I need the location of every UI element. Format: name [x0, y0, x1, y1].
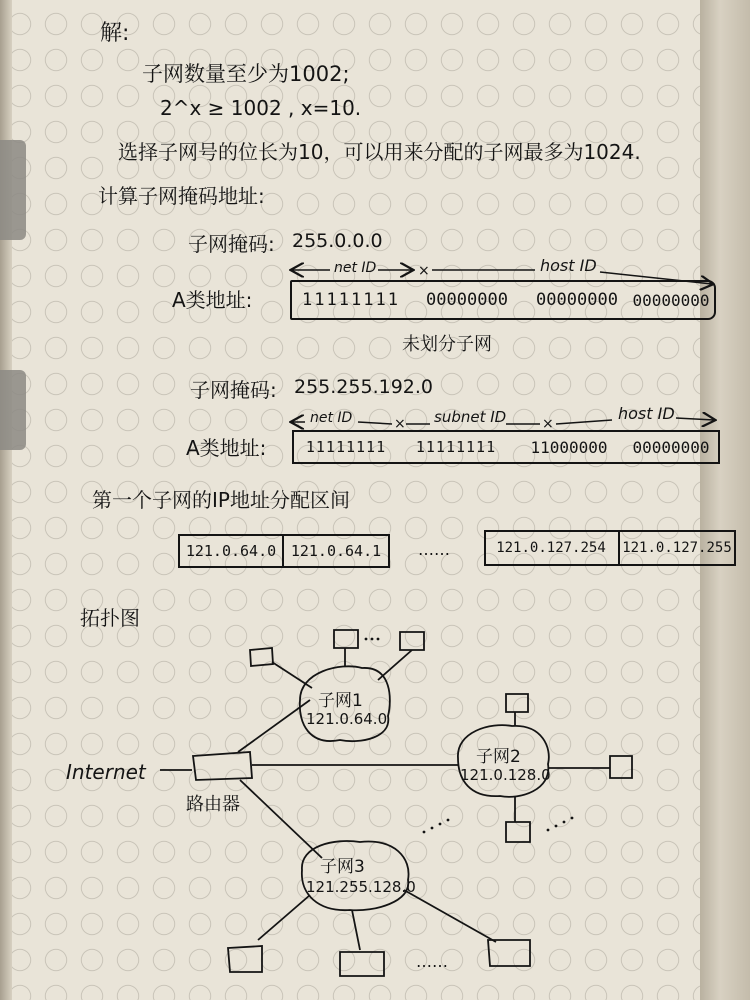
s2-host1: [506, 694, 528, 712]
subnet-host-separator: ×: [542, 416, 554, 432]
subnet1-addr: 121.0.64.0: [306, 710, 388, 728]
net-subnet-separator: ×: [394, 416, 406, 432]
first-subnet-heading: 第一个子网的IP地址分配区间: [92, 488, 350, 512]
subnet-mask-value: 255.255.192.0: [294, 376, 434, 398]
octet-3: 00000000: [536, 290, 618, 310]
no-subnet-caption: 未划分子网: [402, 334, 492, 355]
topology-heading: 拓扑图: [80, 606, 140, 630]
subnet3-addr: 121.255.128.0: [306, 878, 416, 896]
host-id-label-2: host ID: [618, 404, 675, 423]
s3-host3: [488, 940, 530, 966]
s2-host2: [610, 756, 632, 778]
range-broadcast: 121.0.127.255: [622, 540, 732, 556]
octet-2b: 11111111: [415, 438, 497, 456]
router-label: 路由器: [186, 794, 240, 815]
octet-2: 00000000: [426, 290, 508, 310]
s3-host3-link: [404, 890, 496, 942]
net-id-label-2: net ID: [310, 410, 353, 426]
net-id-label: net ID: [334, 260, 377, 276]
range-ellipsis: ……: [418, 540, 450, 559]
octet-4b: 00000000: [632, 437, 710, 457]
s3-host1: [228, 946, 262, 972]
subnet2-name: 子网2: [476, 747, 521, 767]
inequality-line: 2^x ≥ 1002 , x=10.: [160, 96, 362, 120]
octet-3b: 11000000: [530, 437, 608, 457]
octet-1b: 11111111: [305, 438, 387, 456]
subnet-mask-label: 子网掩码:: [190, 378, 277, 402]
octet-4: 00000000: [632, 290, 710, 310]
default-mask-label: 子网掩码:: [188, 232, 275, 256]
range-last-host: 121.0.127.254: [496, 540, 606, 556]
s3-host2-link: [352, 910, 360, 950]
s3-host1-link: [258, 895, 310, 940]
s3-host2: [340, 952, 384, 976]
s1-host2: [334, 630, 358, 648]
subnet2-addr: 121.0.128.0: [460, 766, 551, 784]
solution-label: 解:: [100, 21, 130, 46]
octet-1: 11111111: [302, 290, 400, 310]
internet-label: Internet: [66, 760, 146, 784]
calc-mask-heading: 计算子网掩码地址:: [98, 184, 265, 208]
s1-host1: [250, 648, 273, 666]
s1-host3: [400, 632, 424, 650]
net-host-separator: ×: [418, 263, 430, 279]
class-a-label-1: A类地址:: [172, 288, 253, 312]
class-a-label-2: A类地址:: [186, 436, 267, 460]
s1-host1-link: [272, 662, 312, 688]
router-box: [193, 752, 252, 780]
default-mask-value: 255.0.0.0: [292, 230, 383, 252]
range-start: 121.0.64.0: [185, 542, 277, 560]
subnet-id-label: subnet ID: [434, 408, 507, 426]
subnet3-name: 子网3: [320, 857, 365, 877]
subnet-count-line: 子网数量至少为1002;: [142, 62, 350, 86]
s1-host3-link: [378, 650, 412, 680]
subnet1-name: 子网1: [318, 691, 363, 711]
host-id-label: host ID: [540, 256, 597, 275]
choose-bits-line: 选择子网号的位长为10，可以用来分配的子网最多为1024.: [118, 140, 641, 164]
range-first-host: 121.0.64.1: [290, 542, 382, 560]
s2-host3: [506, 822, 530, 842]
router-subnet3-link: [240, 780, 322, 858]
subnet3-more-hosts: ……: [416, 952, 448, 971]
